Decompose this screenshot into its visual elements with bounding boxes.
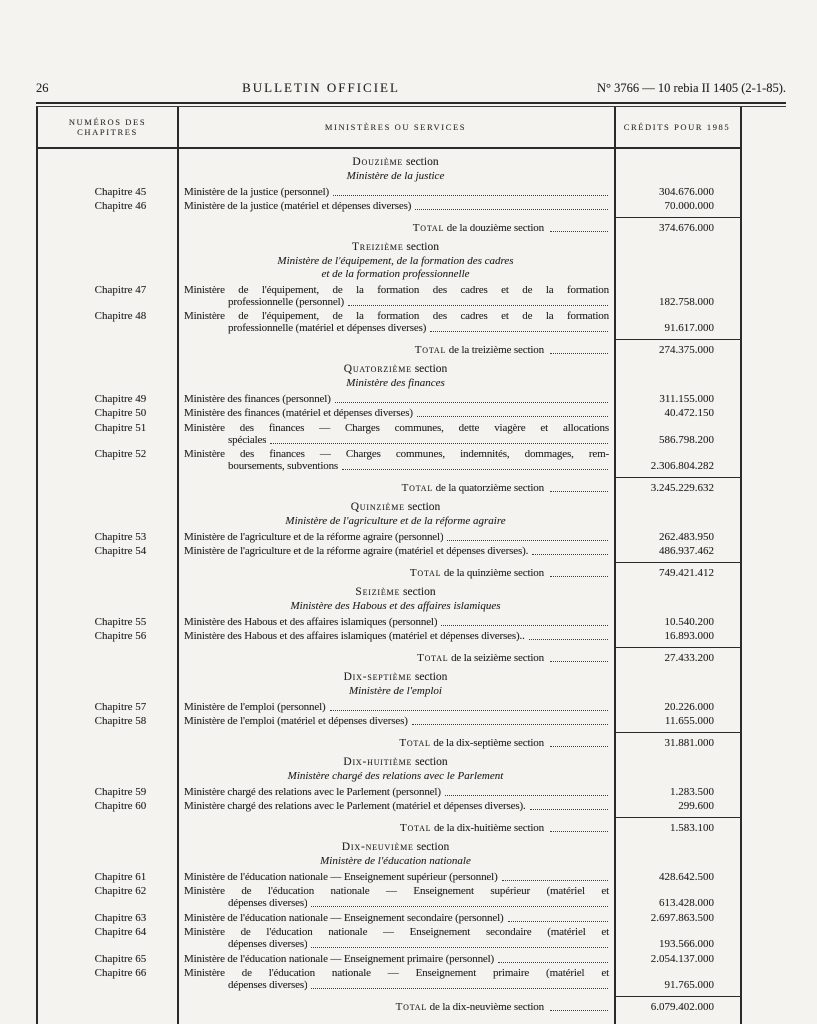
- dot-leader: [311, 897, 608, 907]
- budget-table: [36, 107, 742, 1024]
- row-line: [184, 545, 609, 557]
- chapter-row: [38, 885, 740, 909]
- row-label-continued: dépenses diverses): [228, 897, 308, 909]
- chapter-row: [38, 926, 740, 950]
- row-line-first: Ministère de l'éducation nationale — Enseignement supérieur (matériel et: [184, 885, 609, 897]
- chapter-row: [38, 953, 740, 965]
- total-label: de la quinzième section: [441, 567, 544, 579]
- row-line-second: [184, 938, 609, 950]
- dot-leader: [550, 1010, 608, 1011]
- section-title: Quinzième: [350, 501, 405, 513]
- dot-leader: [445, 786, 608, 796]
- section-heading: [177, 586, 614, 598]
- dot-leader: [530, 800, 608, 810]
- row-line-first: Ministère de l'équipement, de la formation des cadres et de la formation: [184, 283, 609, 296]
- section-title: Douzième: [352, 156, 404, 168]
- credit-amount: 20.226.000: [664, 700, 714, 713]
- row-label-cell: [177, 531, 614, 543]
- budget-section: [38, 586, 740, 664]
- total-spacer: [38, 647, 177, 664]
- row-line: [184, 407, 609, 419]
- row-line: [184, 200, 609, 212]
- chapter-number: Chapitre 62: [94, 885, 147, 897]
- row-line: [184, 186, 609, 198]
- credit-amount: 311.155.000: [659, 392, 714, 405]
- row-label: Ministère de l'éducation nationale — Enseignement supérieur (personnel): [184, 870, 498, 883]
- row-line: [184, 871, 609, 883]
- section-word: section: [413, 841, 450, 853]
- row-label: Ministère de l'emploi (personnel): [184, 700, 326, 713]
- section-title: Dix-neuvième: [341, 841, 414, 853]
- chapter-number: Chapitre 47: [94, 283, 147, 296]
- row-label-cell: [177, 871, 614, 883]
- section-word: section: [411, 363, 448, 375]
- section-title: Quatorzième: [343, 363, 412, 375]
- budget-section: [38, 241, 740, 356]
- chapter-number: Chapitre 60: [94, 800, 147, 812]
- row-line-first: Ministère de l'éducation nationale — Enseignement secondaire (matériel et: [184, 926, 609, 938]
- section-title: Treizième: [351, 241, 404, 253]
- credit-amount: 613.428.000: [659, 897, 714, 909]
- row-line: [184, 531, 609, 543]
- section-heading: [177, 241, 614, 253]
- row-line-second: [184, 460, 609, 472]
- total-label: de la dix-neuvième section: [427, 1001, 544, 1013]
- chapter-row: [38, 284, 740, 308]
- section-title: Dix-huitième: [343, 756, 413, 768]
- total-spacer: [38, 817, 177, 834]
- dot-leader: [532, 545, 608, 555]
- chapter-number: Chapitre 45: [94, 185, 147, 198]
- credit-amount: 91.765.000: [664, 979, 714, 991]
- chapter-number: Chapitre 66: [94, 967, 147, 979]
- chapter-number: Chapitre 56: [94, 630, 147, 642]
- section-word: section: [411, 671, 448, 683]
- credit-amount: 1.283.500: [670, 785, 714, 798]
- chapter-number: Chapitre 58: [94, 715, 147, 727]
- chapter-number: Chapitre 46: [94, 200, 147, 212]
- row-label: Ministère de l'éducation nationale — Enseignement primaire (personnel): [184, 952, 495, 965]
- dot-leader: [447, 531, 608, 541]
- dot-leader: [550, 661, 608, 662]
- row-line: [184, 800, 609, 812]
- dot-leader: [508, 912, 608, 922]
- dot-leader: [348, 296, 608, 306]
- total-label: de la quatorzième section: [433, 482, 544, 494]
- total-spacer: [38, 732, 177, 749]
- row-line-first: Ministère des finances — Charges communes, indemnités, dommages, rem-: [184, 448, 609, 460]
- dot-leader: [441, 616, 608, 626]
- budget-section: [38, 363, 740, 494]
- row-line-second: [184, 897, 609, 909]
- chapter-row: [38, 531, 740, 543]
- total-row: [38, 996, 740, 1013]
- total-word: Total: [399, 737, 431, 749]
- chapter-number: Chapitre 48: [94, 310, 147, 322]
- row-line-first: Ministère des finances — Charges communes, dette viagère et allocations: [184, 421, 609, 434]
- section-subtitle: Ministère des Habous et des affaires islamiques: [290, 600, 501, 612]
- row-label-cell: [177, 407, 614, 419]
- total-label-cell: [177, 732, 614, 749]
- total-amount: 749.421.412: [614, 562, 740, 579]
- credit-amount: 262.483.950: [659, 530, 714, 543]
- total-amount: 1.583.100: [614, 817, 740, 834]
- section-subtitle: Ministère de la justice: [346, 170, 445, 182]
- chapter-number: Chapitre 63: [94, 911, 147, 924]
- chapter-number: Chapitre 54: [94, 545, 147, 557]
- dot-leader: [335, 393, 608, 403]
- dot-leader: [311, 979, 608, 989]
- credit-amount: 586.798.200: [659, 433, 714, 446]
- total-amount: 274.375.000: [614, 339, 740, 356]
- row-label: Ministère de l'agriculture et de la réforme agraire (personnel): [184, 530, 444, 543]
- section-heading: [177, 501, 614, 513]
- section-heading: [177, 363, 614, 375]
- row-line: [184, 912, 609, 924]
- chapter-number: Chapitre 59: [94, 785, 147, 798]
- row-label: Ministère des Habous et des affaires islamiques (personnel): [184, 615, 438, 628]
- row-line: [184, 701, 609, 713]
- row-label-continued: boursements, subventions: [228, 460, 339, 472]
- dot-leader: [430, 322, 608, 332]
- total-label: de la seizième section: [448, 652, 544, 664]
- chapter-number: Chapitre 49: [94, 392, 147, 405]
- chapter-row: [38, 393, 740, 405]
- chapter-row: [38, 630, 740, 642]
- total-row: [38, 339, 740, 356]
- section-word: section: [400, 586, 436, 598]
- dot-leader: [550, 353, 608, 354]
- dot-leader: [550, 746, 608, 747]
- total-spacer: [38, 339, 177, 356]
- section-title: Seizième: [355, 586, 401, 598]
- row-line: [184, 393, 609, 405]
- dot-leader: [550, 231, 608, 232]
- total-spacer: [38, 562, 177, 579]
- row-line-second: [184, 434, 609, 446]
- section-word: section: [412, 756, 448, 768]
- row-label-continued: professionnelle (matériel et dépenses diverses): [228, 322, 427, 334]
- section-subtitle: Ministère de l'équipement, de la formation des cadres: [277, 255, 514, 267]
- row-label: Ministère de la justice (personnel): [184, 185, 330, 198]
- row-line: [184, 953, 609, 965]
- total-label-cell: [177, 817, 614, 834]
- row-label-cell: [177, 885, 614, 909]
- total-word: Total: [395, 1001, 428, 1013]
- chapter-row: [38, 715, 740, 727]
- dot-leader: [415, 200, 608, 210]
- chapter-row: [38, 616, 740, 628]
- row-label-cell: [177, 393, 614, 405]
- total-spacer: [38, 477, 177, 494]
- chapter-row: [38, 422, 740, 446]
- chapter-number: Chapitre 65: [94, 952, 147, 965]
- total-label-cell: [177, 996, 614, 1013]
- credit-amount: 2.054.137.000: [650, 952, 714, 965]
- total-label: de la treizième section: [446, 344, 544, 356]
- row-label: Ministère chargé des relations avec le Parlement (matériel et dépenses diverses).: [184, 800, 526, 812]
- credit-amount: 40.472.150: [664, 407, 714, 419]
- chapter-number: Chapitre 50: [94, 407, 147, 419]
- row-label-cell: [177, 715, 614, 727]
- budget-section: [38, 671, 740, 749]
- dot-leader: [333, 186, 608, 196]
- total-amount: 31.881.000: [614, 732, 740, 749]
- row-label-cell: [177, 953, 614, 965]
- chapter-row: [38, 800, 740, 812]
- row-label: Ministère chargé des relations avec le Parlement (personnel): [184, 785, 441, 798]
- column-header-ministries: MINISTÈRES OU SERVICES: [324, 122, 467, 132]
- section-word: section: [404, 501, 441, 513]
- total-spacer: [38, 217, 177, 234]
- chapter-row: [38, 310, 740, 334]
- budget-section: [38, 841, 740, 1013]
- total-label-cell: [177, 339, 614, 356]
- page-number: 26: [36, 81, 49, 95]
- total-word: Total: [412, 222, 445, 234]
- budget-section: [38, 156, 740, 234]
- total-row: [38, 477, 740, 494]
- chapter-row: [38, 448, 740, 472]
- section-heading: [177, 756, 614, 768]
- chapter-row: [38, 545, 740, 557]
- total-label: de la douzième section: [444, 222, 544, 234]
- dot-leader: [417, 407, 608, 417]
- row-line: [184, 786, 609, 798]
- row-line-first: Ministère de l'équipement, de la formation des cadres et de la formation: [184, 310, 609, 322]
- total-label-cell: [177, 562, 614, 579]
- chapter-row: [38, 200, 740, 212]
- budget-section: [38, 501, 740, 579]
- table-body: [38, 156, 740, 1013]
- total-label-cell: [177, 647, 614, 664]
- total-row: [38, 217, 740, 234]
- total-row: [38, 562, 740, 579]
- total-label: de la dix-septième section: [430, 737, 544, 749]
- section-heading: [177, 671, 614, 683]
- section-title: Dix-septième: [343, 671, 412, 683]
- row-line-second: [184, 296, 609, 308]
- section-subtitle: Ministère de l'agriculture et de la réforme agraire: [285, 515, 506, 527]
- total-word: Total: [401, 482, 434, 494]
- total-word: Total: [417, 652, 449, 664]
- dot-leader: [529, 630, 608, 640]
- chapter-row: [38, 912, 740, 924]
- row-label-cell: [177, 545, 614, 557]
- credit-amount: 16.893.000: [664, 630, 714, 642]
- credit-amount: 486.937.462: [659, 545, 714, 557]
- credit-amount: 2.306.804.282: [650, 460, 714, 472]
- total-spacer: [38, 996, 177, 1013]
- total-amount: 6.079.402.000: [614, 996, 740, 1013]
- row-label-cell: [177, 422, 614, 446]
- total-word: Total: [414, 344, 447, 356]
- chapter-number: Chapitre 55: [94, 615, 147, 628]
- total-label: de la dix-huitième section: [431, 822, 544, 834]
- credit-amount: 11.655.000: [664, 715, 714, 727]
- chapter-number: Chapitre 52: [94, 448, 147, 460]
- row-line-first: Ministère de l'éducation nationale — Enseignement primaire (matériel et: [184, 967, 609, 979]
- row-label: Ministère de l'emploi (matériel et dépenses diverses): [184, 715, 408, 727]
- column-header-credits: CRÉDITS POUR 1985: [623, 122, 731, 132]
- row-label-cell: [177, 786, 614, 798]
- row-label: Ministère des Habous et des affaires islamiques (matériel et dépenses diverses)..: [184, 630, 525, 642]
- section-subtitle: Ministère de l'emploi: [349, 685, 442, 697]
- row-label: Ministère de l'agriculture et de la réforme agraire (matériel et dépenses diverses).: [184, 545, 529, 557]
- issue-info: N° 3766 — 10 rebia II 1405 (2-1-85).: [597, 81, 786, 95]
- dot-leader: [412, 715, 608, 725]
- chapter-row: [38, 871, 740, 883]
- journal-title: BULLETIN OFFICIEL: [242, 80, 400, 95]
- row-label-continued: spéciales: [228, 433, 267, 446]
- chapter-number: Chapitre 57: [94, 700, 147, 713]
- credit-amount: 299.600: [678, 800, 714, 812]
- credit-amount: 428.642.500: [659, 870, 714, 883]
- dot-leader: [502, 871, 608, 881]
- section-subtitle: et de la formation professionnelle: [321, 268, 470, 280]
- chapter-row: [38, 186, 740, 198]
- total-label-cell: [177, 217, 614, 234]
- dot-leader: [550, 831, 608, 832]
- dot-leader: [270, 434, 608, 444]
- row-label-cell: [177, 926, 614, 950]
- credit-amount: 304.676.000: [659, 185, 714, 198]
- row-label-cell: [177, 800, 614, 812]
- row-label: Ministère des finances (matériel et dépenses diverses): [184, 407, 413, 419]
- row-label-cell: [177, 284, 614, 308]
- section-word: section: [403, 241, 439, 253]
- chapter-number: Chapitre 64: [94, 926, 147, 938]
- row-label-cell: [177, 616, 614, 628]
- chapter-row: [38, 967, 740, 991]
- dot-leader: [330, 701, 608, 711]
- credit-amount: 10.540.200: [664, 615, 714, 628]
- total-row: [38, 817, 740, 834]
- row-label-cell: [177, 967, 614, 991]
- total-row: [38, 647, 740, 664]
- dot-leader: [342, 460, 608, 470]
- chapter-row: [38, 786, 740, 798]
- section-heading: [177, 841, 614, 853]
- row-line: [184, 715, 609, 727]
- total-amount: 374.676.000: [614, 217, 740, 234]
- credit-amount: 91.617.000: [664, 322, 714, 334]
- section-subtitle: Ministère des finances: [346, 377, 445, 389]
- dot-leader: [498, 953, 608, 963]
- page-masthead: [36, 80, 786, 96]
- total-row: [38, 732, 740, 749]
- row-line-second: [184, 979, 609, 991]
- section-word: section: [403, 156, 439, 168]
- row-label-cell: [177, 186, 614, 198]
- section-subtitle: Ministère de l'éducation nationale: [320, 855, 471, 867]
- chapter-number: Chapitre 53: [94, 530, 147, 543]
- credit-amount: 2.697.863.500: [650, 911, 714, 924]
- row-label: Ministère des finances (personnel): [184, 392, 331, 405]
- row-label-continued: dépenses diverses): [228, 979, 308, 991]
- chapter-number: Chapitre 61: [94, 870, 147, 883]
- row-label-continued: dépenses diverses): [228, 938, 308, 950]
- row-label-cell: [177, 701, 614, 713]
- section-heading: [177, 156, 614, 168]
- chapter-row: [38, 701, 740, 713]
- budget-section: [38, 756, 740, 834]
- row-label-continued: professionnelle (personnel): [228, 295, 344, 308]
- table-header-row: [38, 107, 740, 149]
- total-word: Total: [409, 567, 442, 579]
- row-line: [184, 630, 609, 642]
- section-subtitle: Ministère chargé des relations avec le Parlement: [287, 770, 504, 782]
- row-line-second: [184, 322, 609, 334]
- column-header-chapters: NUMÉROS DES CHAPITRES: [68, 117, 147, 137]
- row-line: [184, 616, 609, 628]
- row-label-cell: [177, 630, 614, 642]
- column-separator-right: [614, 107, 616, 1024]
- row-label-cell: [177, 448, 614, 472]
- row-label-cell: [177, 310, 614, 334]
- credit-amount: 182.758.000: [659, 295, 714, 308]
- credit-amount: 193.566.000: [659, 938, 714, 950]
- column-separator-left: [177, 107, 179, 1024]
- dot-leader: [550, 576, 608, 577]
- chapter-row: [38, 407, 740, 419]
- total-amount: 3.245.229.632: [614, 477, 740, 494]
- row-label: Ministère de l'éducation nationale — Enseignement secondaire (personnel): [184, 911, 504, 924]
- total-amount: 27.433.200: [614, 647, 740, 664]
- dot-leader: [550, 491, 608, 492]
- row-label-cell: [177, 912, 614, 924]
- total-label-cell: [177, 477, 614, 494]
- credit-amount: 70.000.000: [664, 200, 714, 212]
- row-label: Ministère de la justice (matériel et dépenses diverses): [184, 200, 412, 212]
- dot-leader: [311, 938, 608, 948]
- row-label-cell: [177, 200, 614, 212]
- total-word: Total: [399, 822, 432, 834]
- chapter-number: Chapitre 51: [94, 421, 147, 434]
